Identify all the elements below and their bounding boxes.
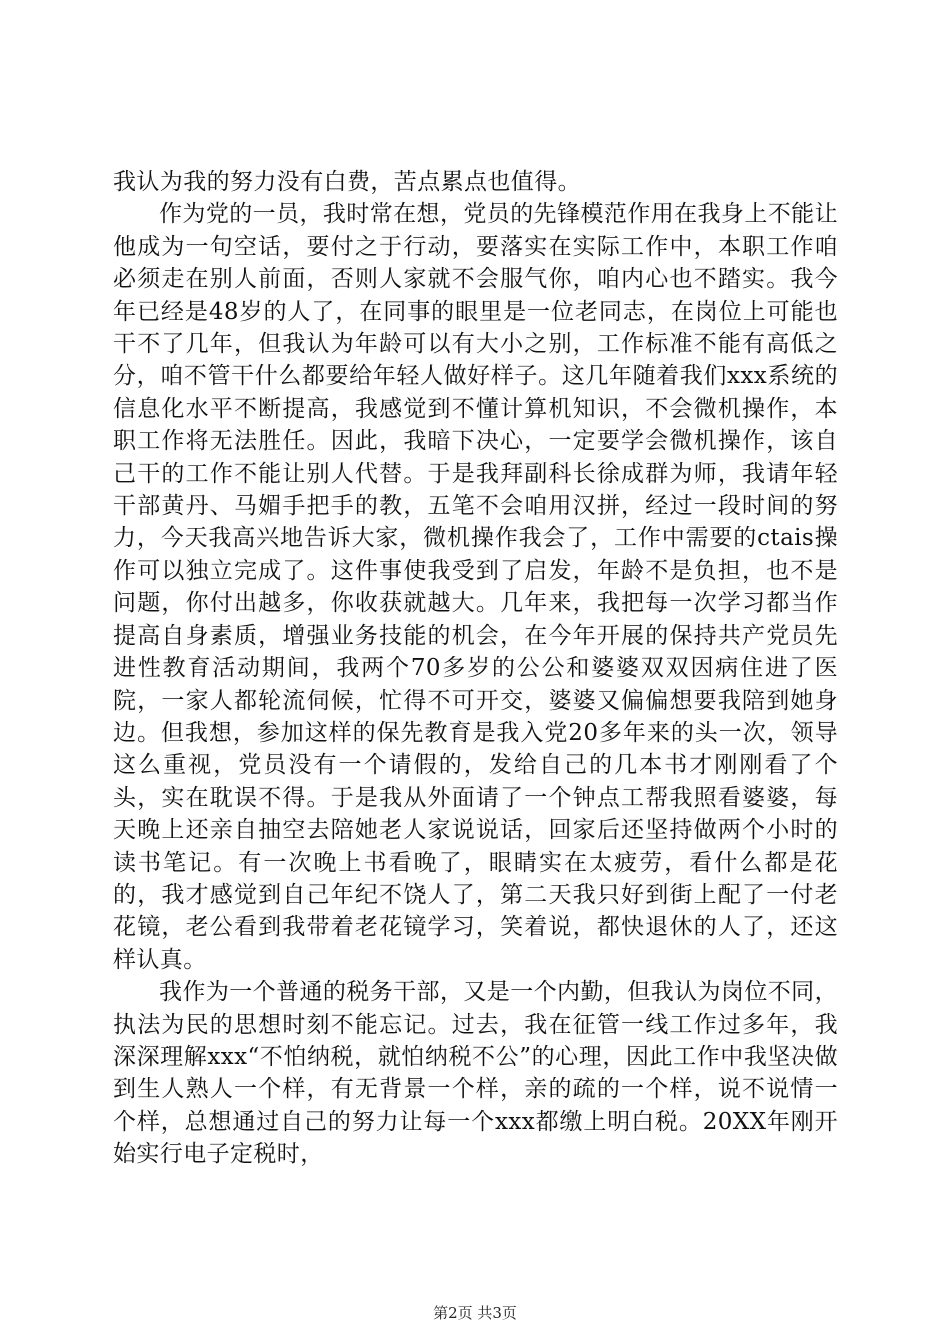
paragraph-2: 作为党的一员，我时常在想，党员的先锋模范作用在我身上不能让他成为一句空话，要付之于行动，要落实在实际工作中，本职工作咱必须走在别人前面，否则人家就不会服气你，咱内心也不踏实。我今年已经是48岁的人了，在同事的眼里是一位老同志，在岗位上可能也干不了几年，但我认为年龄可以有大小之别，工作标准不能有高低之分，咱不管干什么都要给年轻人做好样子。这几年随着我们xxx系统的信息化水平不断提高，我感觉到不懂计算机知识，不会微机操作，本职工作将无法胜任。因此，我暗下决心，一定要学会微机操作，该自己干的工作不能让别人代替。于是我拜副科长徐成群为师，我请年轻干部黄丹、马媚手把手的教，五笔不会咱用汉拼，经过一段时间的努力，今天我高兴地告诉大家，微机操作我会了，工作中需要的ctais操作可以独立完成了。这件事使我受到了启发，年龄不是负担，也不是问题，你付出越多，你收获就越大。几年来，我把每一次学习都当作提高自身素质，增强业务技能的机会，在今年开展的保持共产党员先进性教育活动期间，我两个70多岁的公公和婆婆双双因病住进了医院，一家人都轮流伺候，忙得不可开交，婆婆又偏偏想要我陪到她身边。但我想，参加这样的保先教育是我入党20多年来的头一次，领导这么重视，党员没有一个请假的，发给自己的几本书才刚刚看了个头，实在耽误不得。于是我从外面请了一个钟点工帮我照看婆婆，每天晚上还亲自抽空去陪她老人家说说话，回家后还坚持做两个小时的读书笔记。有一次晚上书看晚了，眼睛实在太疲劳，看什么都是花的，我才感觉到自己年纪不饶人了，第二天我只好到街上配了一付老花镜，老公看到我带着老花镜学习，笑着说，都快退休的人了，还这样认真。 [113,201,838,973]
paragraph-1: 我认为我的努力没有白费，苦点累点也值得。 [113,169,581,195]
document-body [113,166,838,1171]
paragraph-3: 我作为一个普通的税务干部，又是一个内勤，但我认为岗位不同，执法为民的思想时刻不能忘记。过去，我在征管一线工作过多年，我深深理解xxx“不怕纳税，就怕纳税不公”的心理，因此工作中我坚决做到生人熟人一个样，有无背景一个样，亲的疏的一个样，说不说情一个样，总想通过自己的努力让每一个xxx都缴上明白税。20XX年刚开始实行电子定税时， [113,979,838,1168]
page-number-label: 第2页 共3页 [433,1304,517,1322]
page-footer [0,1302,950,1323]
